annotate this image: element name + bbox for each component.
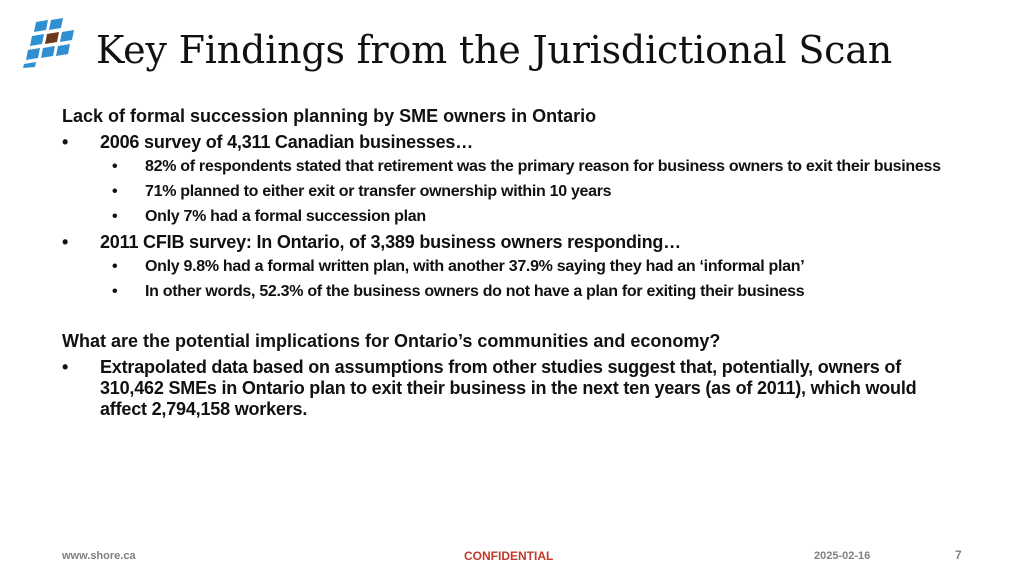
bullet-icon: •	[62, 232, 69, 252]
sub-bullet-text: 82% of respondents stated that retirement was the primary reason for business owners to exit their business	[145, 158, 941, 175]
section-heading-succession: Lack of formal succession planning by SME owners in Ontario	[62, 106, 597, 126]
slide-body	[62, 104, 962, 424]
bullet-icon: •	[112, 183, 118, 200]
bullet-icon: •	[112, 283, 118, 300]
sub-bullet-text: In other words, 52.3% of the business owners do not have a plan for exiting their business	[145, 283, 805, 300]
sub-bullet-written-plan	[62, 257, 962, 276]
shore-logo-icon	[20, 18, 76, 68]
sub-bullet-exit-plans	[62, 182, 962, 201]
sub-bullet-text: Only 7% had a formal succession plan	[145, 208, 426, 225]
bullet-extrapolated-data	[62, 357, 962, 420]
bullet-text: 2006 survey of 4,311 Canadian businesses…	[100, 132, 473, 152]
section-spacer	[62, 307, 962, 329]
sub-bullet-text: 71% planned to either exit or transfer ownership within 10 years	[145, 183, 612, 200]
bullet-2011-cfib-survey	[62, 232, 962, 253]
bullet-icon: •	[112, 158, 118, 175]
slide-title: Key Findings from the Jurisdictional Scan	[96, 28, 892, 72]
footer-website-link[interactable]: www.shore.ca	[62, 550, 136, 562]
sub-bullet-retirement	[62, 157, 962, 176]
bullet-text: 2011 CFIB survey: In Ontario, of 3,389 business owners responding…	[100, 232, 681, 252]
bullet-icon: •	[62, 357, 69, 377]
sub-bullet-text: Only 9.8% had a formal written plan, with another 37.9% saying they had an ‘informal plan’	[145, 258, 805, 275]
sub-bullet-formal-plan	[62, 207, 962, 226]
sub-bullet-no-plan	[62, 282, 962, 301]
bullet-icon: •	[62, 132, 69, 152]
footer-date: 2025-02-16	[814, 550, 871, 562]
footer-confidential-label: CONFIDENTIAL	[464, 549, 554, 563]
footer-page-number: 7	[955, 548, 962, 562]
section-heading-implications: What are the potential implications for Ontario’s communities and economy?	[62, 331, 721, 351]
bullet-icon: •	[112, 258, 118, 275]
bullet-2006-survey	[62, 132, 962, 153]
bullet-icon: •	[112, 208, 118, 225]
bullet-text: Extrapolated data based on assumptions from other studies suggest that, potentially, owners of 310,462 SMEs in Ontario plan to exit their business in the next ten years (as of 2011), which would affect 2,794,158 workers.	[100, 357, 917, 419]
